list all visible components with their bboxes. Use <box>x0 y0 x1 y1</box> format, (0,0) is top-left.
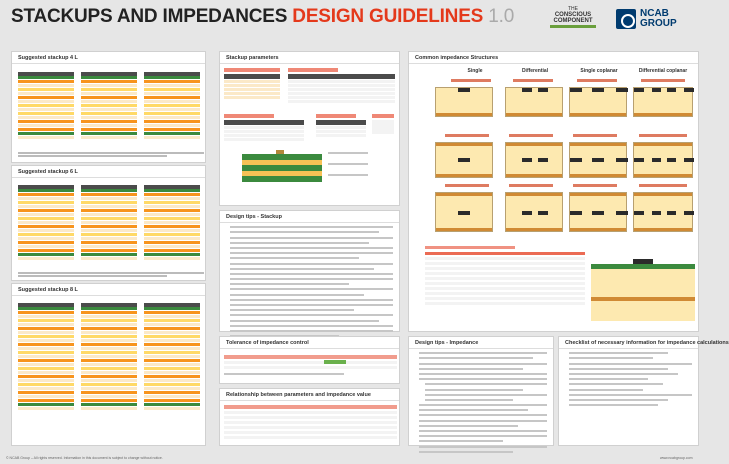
structure-diagram <box>435 142 493 178</box>
design-tips-impedance-panel <box>408 336 554 446</box>
ncab-logo-icon <box>616 9 636 29</box>
structure-header-differential: Differential <box>521 68 549 74</box>
design-tips-stackup-panel <box>219 210 400 332</box>
stackup-8-layer-panel <box>11 283 206 446</box>
conscious-component-logo: THE CONSCIOUS COMPONENT <box>540 6 606 32</box>
panel-title: Suggested stackup 6 L <box>12 166 205 178</box>
panel-title: Design tips - Stackup <box>220 211 399 223</box>
structure-diagram <box>505 192 563 232</box>
structure-diagram <box>505 142 563 178</box>
page-title <box>11 6 514 28</box>
structure-diagram <box>633 87 693 117</box>
structure-diagram <box>569 192 627 232</box>
structure-diagram <box>633 142 693 178</box>
panel-title: Checklist of necessary information for impedance calculations <box>559 337 698 349</box>
structure-diagram <box>569 142 627 178</box>
structure-diagram <box>435 192 493 232</box>
structure-diagram <box>505 87 563 117</box>
tolerance-panel <box>219 336 400 384</box>
stackup-option <box>144 180 200 261</box>
tolerance-table <box>220 349 401 383</box>
relationship-panel <box>219 388 400 446</box>
stackup-option <box>18 67 74 140</box>
panel-title: Relationship between parameters and impedance value <box>220 389 399 401</box>
footer-website: www.ncabgroup.com <box>660 456 693 460</box>
stackup-option <box>18 180 74 261</box>
title-version: 1.0 <box>488 6 515 27</box>
stackup-parameters-graphic <box>220 64 401 204</box>
relationship-table <box>220 401 401 445</box>
stackup-option <box>81 180 137 261</box>
title-highlight: DESIGN GUIDELINES <box>292 6 484 27</box>
title-main: STACKUPS AND IMPEDANCES <box>11 6 288 27</box>
stackup-option <box>18 298 74 411</box>
structure-header-single-coplanar: Single coplanar <box>580 68 618 74</box>
structure-header-differential-coplanar: Differential coplanar <box>638 68 688 74</box>
stackup-option <box>144 67 200 140</box>
panel-title: Suggested stackup 4 L <box>12 52 205 64</box>
stackup-option <box>81 298 137 411</box>
impedance-structures-panel <box>408 51 699 332</box>
footer-copyright: © NCAB Group – All rights reserved. Information in this document is subject to change without notice. <box>6 456 163 460</box>
panel-title: Tolerance of impedance control <box>220 337 399 349</box>
checklist-panel <box>558 336 729 446</box>
structure-diagram <box>435 87 493 117</box>
stackup-option <box>81 67 137 140</box>
stackup-parameters-panel <box>219 51 400 206</box>
symbol-legend-and-cross-section <box>409 242 700 330</box>
panel-title: Common impedance Structures <box>409 52 698 64</box>
stackup-4-layer-panel <box>11 51 206 163</box>
panel-title: Design tips - Impedance <box>409 337 553 349</box>
structure-diagram <box>633 192 693 232</box>
stackup-notes <box>18 272 204 278</box>
panel-title: Suggested stackup 8 L <box>12 284 205 296</box>
structure-header-single: Single <box>467 68 483 74</box>
stackup-6-layer-panel <box>11 165 206 281</box>
stackup-notes <box>18 152 204 158</box>
stackup-option <box>144 298 200 411</box>
ncab-group-logo: NCAB GROUP <box>616 6 698 32</box>
structure-diagram <box>569 87 627 117</box>
panel-title: Stackup parameters <box>220 52 399 64</box>
